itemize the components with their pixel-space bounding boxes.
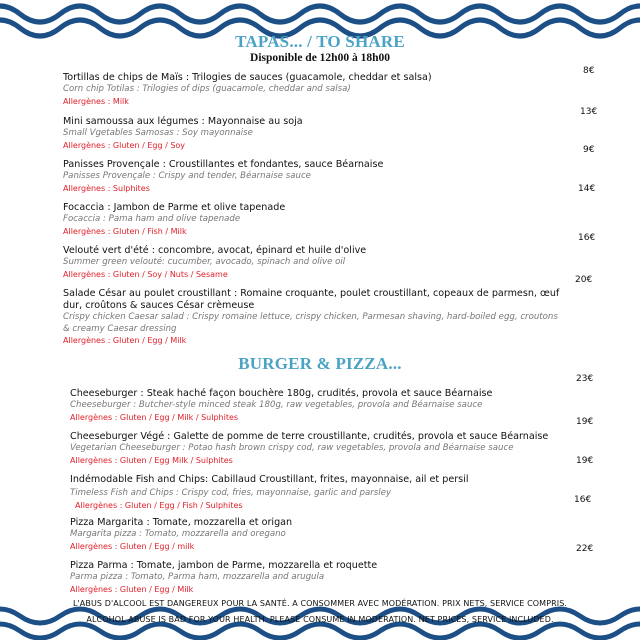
item-allergens: Allergènes : Gluten / Egg / milk <box>70 541 195 551</box>
item-translation: Parma pizza : Tomato, Parma ham, mozzarella and arugula <box>70 572 325 582</box>
tapas-availability: Disponible de 12h00 à 18h00 <box>250 52 390 64</box>
item-allergens: Allergènes : Sulphites <box>63 183 150 193</box>
menu-item-tortillas <box>63 72 583 107</box>
menu-item-panisses <box>63 159 573 194</box>
item-translation: Panisses Provençale : Crispy and tender, Béarnaise sauce <box>63 171 311 181</box>
item-name: Salade César au poulet croustillant : Romaine croquante, poulet croustillant, copeaux de parmesn, œuf dur, croûtons & sauces César crèmeuse <box>63 288 560 311</box>
menu-item-cheeseburger <box>70 388 570 423</box>
item-name: Velouté vert d'été : concombre, avocat, épinard et huile d'olive <box>63 245 367 256</box>
tapas-section-title: TAPAS... / TO SHARE <box>235 32 405 51</box>
item-allergens: Allergènes : Gluten / Soy / Nuts / Sesame <box>63 269 228 279</box>
item-name: Indémodable Fish and Chips: Cabillaud Croustillant, frites, mayonnaise, ail et persil <box>70 474 469 485</box>
item-allergens: Allergènes : Gluten / Egg / Milk <box>63 336 187 345</box>
item-translation: Vegetarian Cheeseburger : Potao hash brown crispy cod, raw vegetables, provola and Béarnaise sauce <box>70 443 514 453</box>
item-name: Pizza Parma : Tomate, jambon de Parme, mozzarella et roquette <box>70 560 378 571</box>
price-pizza-parma: 22€ <box>576 544 594 554</box>
item-name: Tortillas de chips de Maïs : Trilogies de sauces (guacamole, cheddar et salsa) <box>63 72 432 83</box>
item-allergens: Allergènes : Milk <box>63 96 129 106</box>
item-allergens: Allergènes : Gluten / Egg / Fish / Sulphites <box>75 500 243 510</box>
menu-item-pizza-margarita <box>70 517 570 552</box>
price-salade-cesar: 20€ <box>575 275 593 285</box>
burger-section-title: BURGER & PIZZA... <box>238 354 402 373</box>
price-focaccia: 14€ <box>578 184 596 194</box>
footer-warning-fr: L'ABUS D'ALCOOL EST DANGEREUX POUR LA SANTÉ. A CONSOMMER AVEC MODÉRATION. PRIX NETS, SERVICE COMPRIS. <box>72 599 568 608</box>
item-name: Focaccia : Jambon de Parme et olive tapenade <box>63 202 286 213</box>
price-pizza-margarita: 16€ <box>574 495 592 505</box>
item-translation: Crispy chicken Caesar salad : Crispy romaine lettuce, crispy chicken, Parmesan shaving, hard-boiled egg, croutons & creamy Caesar dressing <box>63 312 558 334</box>
menu-item-cheeseburger-vege <box>70 431 570 466</box>
item-translation: Margarita pizza : Tomato, mozzarella and oregano <box>70 529 286 539</box>
price-panisses: 9€ <box>583 145 595 155</box>
item-name: Cheeseburger : Steak haché façon bouchère 180g, crudités, provola et sauce Béarnaise <box>70 388 493 399</box>
footer-warning-en: ALCOHOL ABUSE IS BAD FOR YOUR HEALTH. PLEASE CONSUME IN MODERATION. NET PRICES, SERVICE INCLUDED. <box>86 615 554 624</box>
menu-item-salade-cesar <box>63 288 563 346</box>
item-allergens: Allergènes : Gluten / Egg / Milk / Sulphites <box>70 412 239 422</box>
item-name: Cheeseburger Végé : Galette de pomme de terre croustillante, crudités, provola et sauce Béarnaise <box>70 431 549 442</box>
item-translation: Cheeseburger : Butcher-style minced steak 180g, raw vegetables, provola and Béarnaise sauce <box>70 400 483 410</box>
price-fish-and-chips: 19€ <box>576 456 594 466</box>
item-allergens: Allergènes : Gluten / Egg / Soy <box>63 140 186 150</box>
item-allergens: Allergènes : Gluten / Egg / Milk <box>70 584 194 594</box>
menu-item-samoussa <box>63 116 573 151</box>
item-allergens: Allergènes : Gluten / Fish / Milk <box>63 226 187 236</box>
menu-item-focaccia <box>63 202 573 237</box>
price-veloute: 16€ <box>578 233 596 243</box>
price-tortillas: 8€ <box>583 66 595 76</box>
menu-item-pizza-parma <box>70 560 570 595</box>
item-translation: Summer green velouté: cucumber, avocado, spinach and olive oil <box>63 257 346 267</box>
menu-item-fish-and-chips <box>70 474 570 511</box>
price-samoussa: 13€ <box>580 107 598 117</box>
price-cheeseburger-vege: 19€ <box>576 417 594 427</box>
item-allergens: Allergènes : Gluten / Egg Milk / Sulphites <box>70 455 233 465</box>
item-translation: Focaccia : Pama ham and olive tapenade <box>63 214 241 224</box>
item-translation: Corn chip Totilas : Trilogies of dips (guacamole, cheddar and salsa) <box>63 84 351 94</box>
item-translation: Small Vgetables Samosas : Soy mayonnaise <box>63 128 253 138</box>
item-name: Pizza Margarita : Tomate, mozzarella et origan <box>70 517 293 528</box>
item-name: Panisses Provençale : Croustillantes et fondantes, sauce Béarnaise <box>63 159 384 170</box>
price-cheeseburger: 23€ <box>576 374 594 384</box>
item-translation: Timeless Fish and Chips : Crispy cod, fries, mayonnaise, garlic and parsley <box>70 488 392 498</box>
item-name: Mini samoussa aux légumes : Mayonnaise au soja <box>63 116 303 127</box>
menu-item-veloute <box>63 245 573 280</box>
